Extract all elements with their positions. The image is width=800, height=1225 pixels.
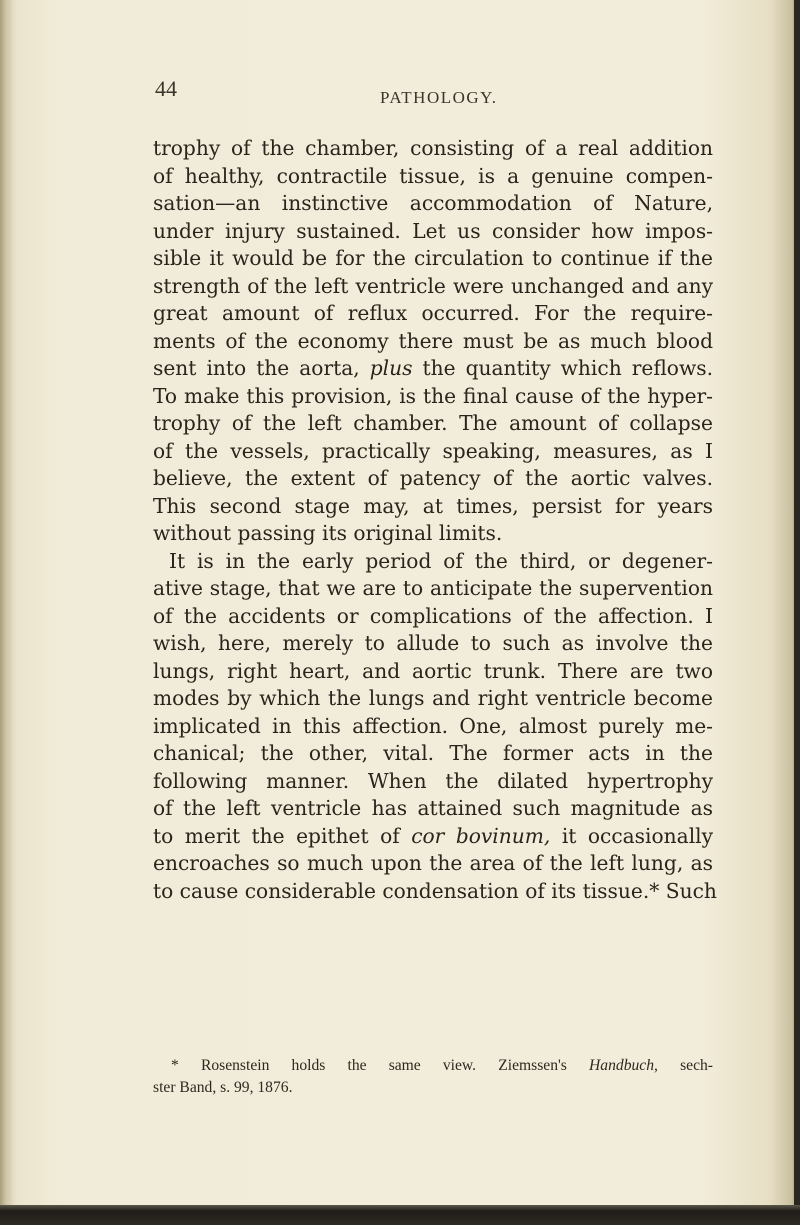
page-right-edge: [794, 0, 800, 1225]
text-segment: it occasionally: [561, 823, 714, 848]
italic-term: cor bovinum,: [411, 823, 551, 848]
text-line: strength of the left ventricle were unchanged and any: [153, 273, 713, 298]
paragraph-last-line: without passing its original limits.: [153, 521, 503, 545]
text-line: of healthy, contractile tissue, is a genuine compen-: [153, 163, 713, 188]
text-line: ments of the economy there must be as much blood: [153, 328, 713, 353]
text-line: This second stage may, at times, persist for years: [153, 493, 713, 518]
page-bottom-edge: [0, 1205, 800, 1225]
text-line: modes by which the lungs and right ventricle become: [153, 686, 713, 710]
text-line: trophy of the chamber, consisting of a real addition: [153, 136, 713, 160]
footnote-italic-title: Handbuch,: [589, 1057, 658, 1074]
text-line: lungs, right heart, and aortic trunk. There are two: [153, 658, 713, 683]
text-line: great amount of reflux occurred. For the require-: [153, 301, 713, 325]
text-line: ative stage, that we are to anticipate the supervention: [153, 576, 713, 600]
footnote-line: [153, 1055, 713, 1077]
text-line: sible it would be for the circulation to continue if the: [153, 246, 713, 270]
text-segment: the quantity which reflows.: [422, 356, 713, 380]
text-line: chanical; the other, vital. The former acts in the: [153, 741, 713, 765]
text-line: of the vessels, practically speaking, measures, as I: [153, 438, 713, 463]
italic-term: plus: [369, 356, 413, 380]
text-line: believe, the extent of patency of the aortic valves.: [153, 466, 713, 490]
text-line: of the left ventricle has attained such magnitude as: [153, 796, 713, 820]
running-head: PATHOLOGY.: [380, 88, 498, 107]
text-line: sation—an instinctive accommodation of Nature,: [153, 191, 713, 215]
text-line: of the accidents or complications of the affection. I: [153, 603, 713, 628]
paragraph-first-line: It is in the early period of the third, or degener-: [169, 548, 713, 573]
text-line: encroaches so much upon the area of the left lung, as: [153, 851, 713, 875]
text-line: following manner. When the dilated hypertrophy: [153, 768, 713, 793]
text-line: To make this provision, is the final cause of the hyper-: [153, 383, 713, 408]
text-line: [153, 355, 713, 383]
page-gutter-shadow: [0, 0, 14, 1225]
text-line: to cause considerable condensation of its tissue.* Such: [153, 878, 717, 903]
text-line: [153, 823, 713, 851]
text-segment: to merit the epithet of: [153, 823, 400, 848]
text-line: under injury sustained. Let us consider how impos-: [153, 218, 713, 243]
text-line: trophy of the left chamber. The amount of collapse: [153, 411, 713, 435]
page-number: 44: [155, 76, 177, 101]
text-line: implicated in this affection. One, almost purely me-: [153, 713, 713, 738]
text-line: wish, here, merely to allude to such as involve the: [153, 631, 713, 655]
text-segment: sent into the aorta,: [153, 356, 360, 380]
footnote-line: ster Band, s. 99, 1876.: [153, 1079, 293, 1096]
body-text: [153, 135, 717, 905]
footnote: [153, 1055, 713, 1099]
footnote-text: * Rosenstein holds the same view. Ziemssen's: [171, 1057, 567, 1074]
footnote-text: sech-: [680, 1057, 713, 1074]
